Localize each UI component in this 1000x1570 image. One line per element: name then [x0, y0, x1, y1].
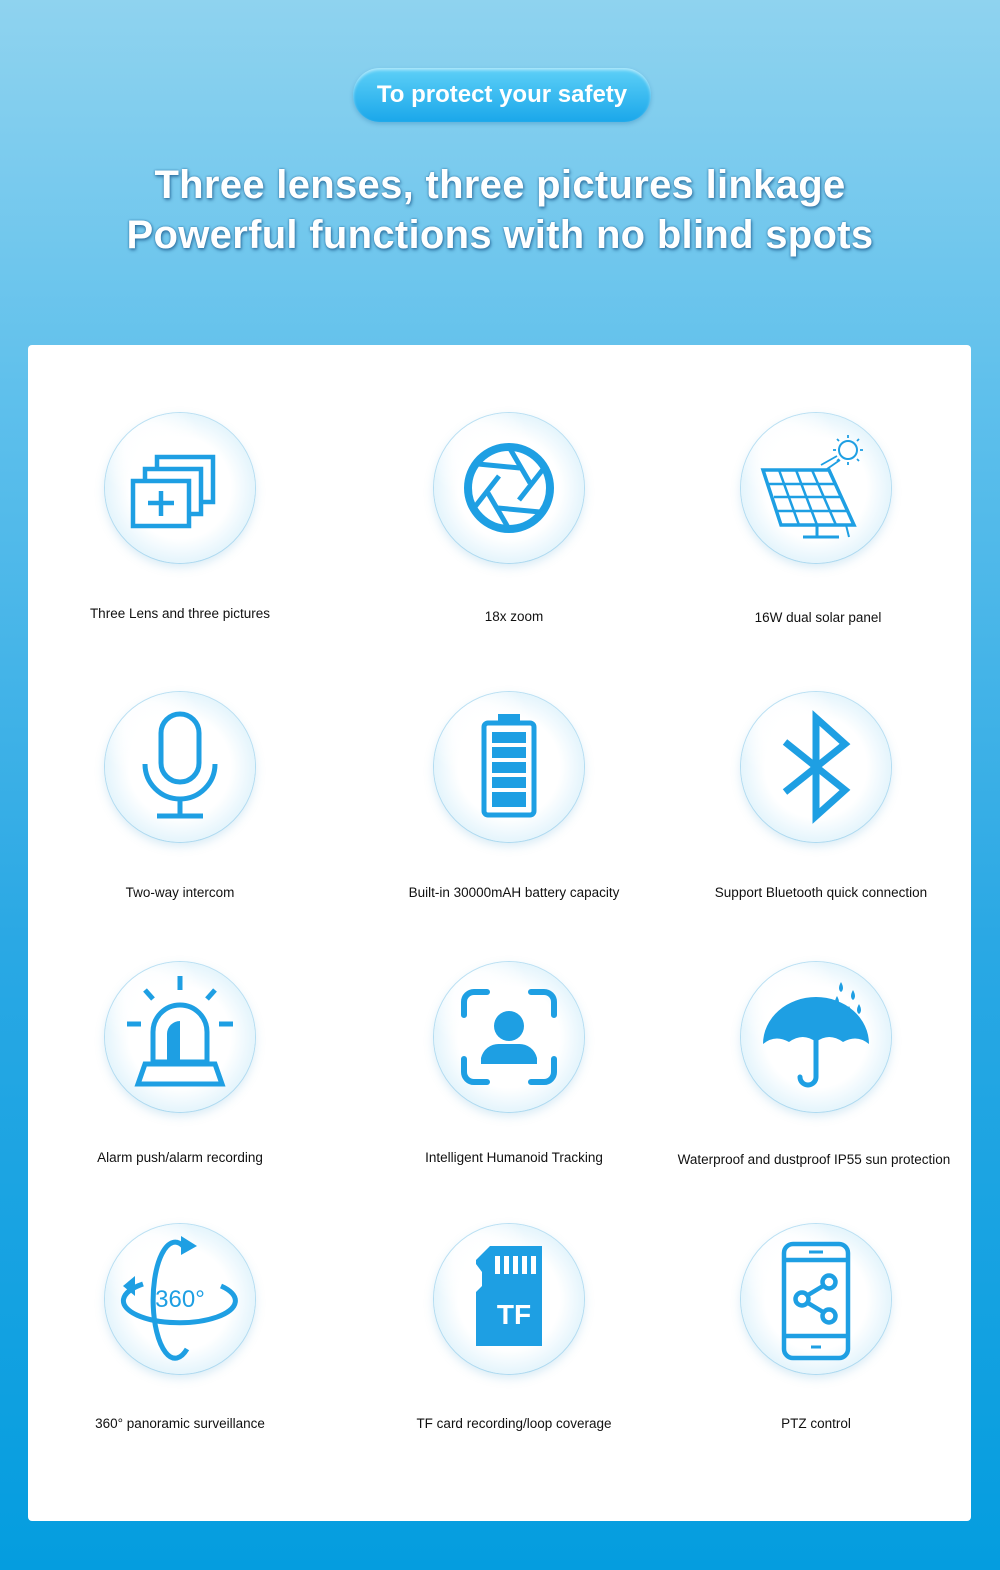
panorama-360-icon [105, 1224, 255, 1374]
panorama-360-text: 360° [155, 1286, 205, 1313]
feature-label: TF card recording/loop coverage [416, 1416, 612, 1431]
umbrella-rain-icon [741, 962, 891, 1112]
feature-label: 18x zoom [484, 609, 544, 624]
safety-pill-badge: To protect your safety [353, 68, 651, 122]
feature-label: PTZ control [781, 1416, 851, 1431]
feature-label: Built-in 30000mAH battery capacity [408, 885, 620, 900]
feature-label: 16W dual solar panel [754, 610, 882, 625]
humanoid-tracking-icon [434, 962, 584, 1112]
headline-line-2: Powerful functions with no blind spots [126, 213, 874, 257]
feature-label: Waterproof and dustproof IP55 sun protection [677, 1152, 951, 1167]
solar-panel-icon [741, 413, 891, 563]
headline-line-1: Three lenses, three pictures linkage [154, 163, 846, 207]
phone-share-icon [741, 1224, 891, 1374]
three-lens-icon [105, 413, 255, 563]
feature-label: 360° panoramic surveillance [95, 1416, 265, 1431]
feature-label: Two-way intercom [125, 885, 235, 900]
feature-label: Three Lens and three pictures [89, 606, 271, 621]
tf-card-text: TF [496, 1299, 532, 1330]
tf-card-icon [434, 1224, 584, 1374]
aperture-icon [434, 413, 584, 563]
feature-label: Intelligent Humanoid Tracking [425, 1150, 603, 1165]
feature-label: Support Bluetooth quick connection [714, 885, 928, 900]
features-panel [28, 345, 971, 1521]
bluetooth-icon [741, 692, 891, 842]
microphone-icon [105, 692, 255, 842]
alarm-siren-icon [105, 962, 255, 1112]
feature-label: Alarm push/alarm recording [97, 1150, 263, 1165]
battery-icon [434, 692, 584, 842]
